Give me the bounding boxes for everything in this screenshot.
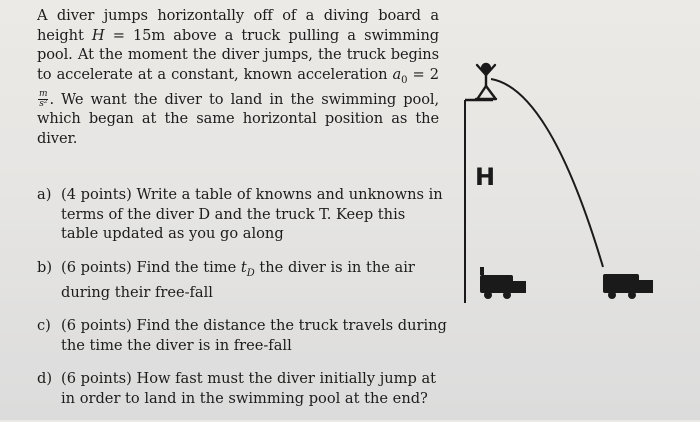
problem-text-3: . We want the diver to land in the swimming pool, which began at the same horizontal position as the diver. <box>37 90 439 147</box>
accel-variable: a <box>392 65 402 83</box>
height-value: = 15m <box>104 26 166 44</box>
hand-drawn-figure <box>455 55 665 315</box>
truck-start <box>480 267 526 299</box>
height-label: H <box>475 163 496 191</box>
problem-text-1: A diver jumps horizontally off of a diving board a height <box>37 7 439 44</box>
time-subscript: D <box>246 267 255 279</box>
trajectory-curve <box>491 79 603 267</box>
accel-unit-fraction <box>38 90 48 109</box>
height-variable: H <box>91 26 105 44</box>
diver-truck-sketch <box>455 55 665 315</box>
accel-value: = 2 <box>407 65 439 83</box>
accel-unit-numerator: m <box>39 89 48 100</box>
accel-unit-denominator: s² <box>39 99 48 110</box>
part-label: a) <box>37 186 52 203</box>
part-label: b) <box>37 258 53 276</box>
problem-paragraph <box>37 6 439 148</box>
question-part-d <box>37 369 447 408</box>
problem-text-2: above a truck pulling a swimming pool. At the moment the diver jumps, the truck begins to accelerate at a constant, known acceleration <box>37 26 439 83</box>
question-parts <box>37 185 447 422</box>
truck-end <box>603 274 653 299</box>
part-label: d) <box>37 370 53 388</box>
question-part-b <box>37 258 447 303</box>
question-part-a <box>37 185 447 244</box>
part-text: (6 points) How fast must the diver initially jump at in order to land in the swimming pool at the end? <box>61 370 437 407</box>
part-text-pre: (6 points) Find the time <box>61 258 241 276</box>
problem-statement <box>37 6 439 148</box>
part-text-post: the diver is in the air during their free-fall <box>61 258 415 301</box>
part-label: c) <box>37 317 51 335</box>
part-text: (4 points) Write a table of knowns and unknowns in terms of the diver D and the truck T. Keep this table updated as you go along <box>61 186 443 242</box>
part-text <box>61 258 447 303</box>
part-text: (6 points) Find the distance the truck travels during the time the diver is in free-fall <box>61 317 447 354</box>
accel-subscript: 0 <box>401 74 408 86</box>
question-part-c <box>37 316 447 355</box>
diver-figure <box>476 64 496 99</box>
time-variable: t <box>240 258 247 276</box>
